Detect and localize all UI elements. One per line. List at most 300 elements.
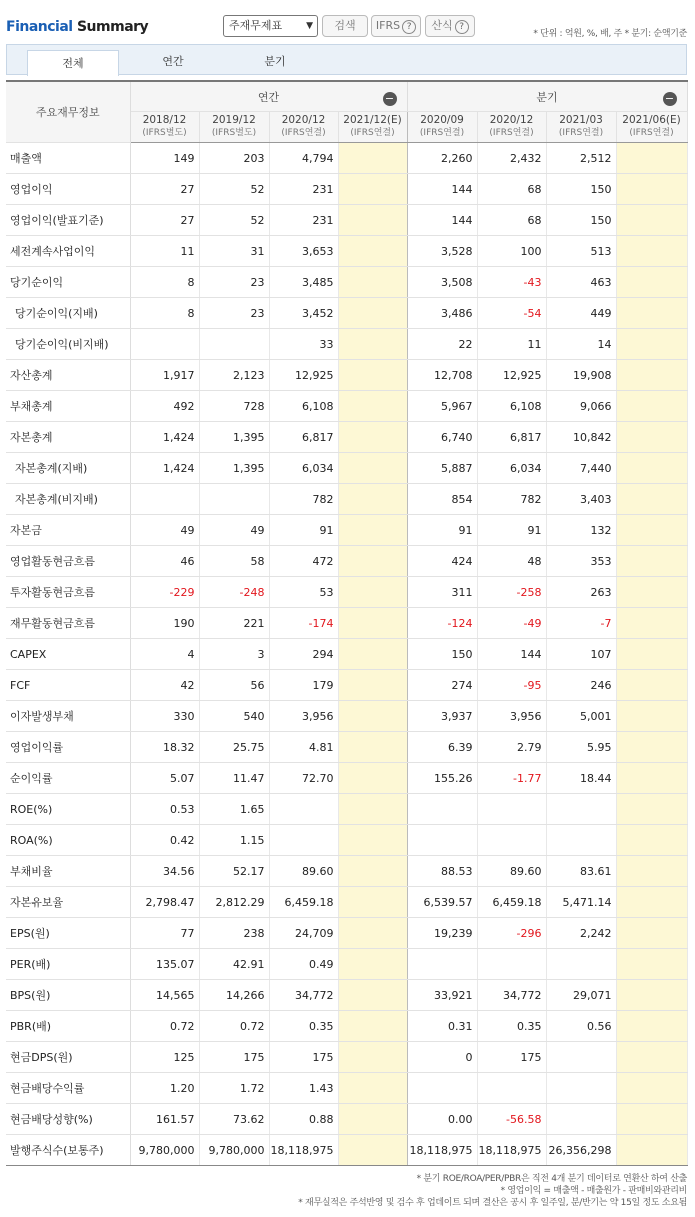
table-cell: [546, 1073, 616, 1104]
table-cell: 1,917: [130, 360, 199, 391]
table-cell: 56: [199, 670, 269, 701]
financial-table: [6, 80, 688, 1166]
table-cell: [616, 205, 687, 236]
column-period: 2019/12: [212, 114, 256, 126]
table-cell: 0.42: [130, 825, 199, 856]
table-cell: 4: [130, 639, 199, 670]
row-label: PER(배): [6, 949, 130, 980]
table-cell: 91: [407, 515, 477, 546]
table-cell: 1.65: [199, 794, 269, 825]
table-cell: 472: [269, 546, 338, 577]
table-cell: 149: [130, 143, 199, 174]
table-cell: [616, 887, 687, 918]
table-cell: 53: [269, 577, 338, 608]
table-cell: 424: [407, 546, 477, 577]
table-cell: 221: [199, 608, 269, 639]
table-row: [6, 484, 687, 515]
table-cell: 14: [546, 329, 616, 360]
table-cell: 150: [407, 639, 477, 670]
table-cell: [338, 608, 407, 639]
table-cell: 77: [130, 918, 199, 949]
table-cell: 854: [407, 484, 477, 515]
table-cell: [130, 329, 199, 360]
table-cell: [616, 267, 687, 298]
table-row: [6, 577, 687, 608]
table-cell: 0.31: [407, 1011, 477, 1042]
search-button[interactable]: 검색: [322, 15, 368, 37]
table-cell: [338, 267, 407, 298]
table-cell: 26,356,298: [546, 1135, 616, 1166]
table-cell: [477, 825, 546, 856]
footnote: * 영업이익 = 매출액 - 매출원가 - 판매비와관리비: [500, 1186, 687, 1196]
row-label: 자본유보율: [6, 887, 130, 918]
table-cell: [616, 143, 687, 174]
row-label: 자산총계: [6, 360, 130, 391]
table-cell: 3,485: [269, 267, 338, 298]
table-cell: 5.07: [130, 763, 199, 794]
row-label: 투자활동현금흐름: [6, 577, 130, 608]
table-cell: 782: [477, 484, 546, 515]
table-cell: -258: [477, 577, 546, 608]
table-cell: 190: [130, 608, 199, 639]
column-basis: (IFRS별도): [211, 128, 257, 138]
table-cell: [616, 1135, 687, 1166]
table-row: [6, 949, 687, 980]
table-cell: 150: [546, 205, 616, 236]
row-label: 영업활동현금흐름: [6, 546, 130, 577]
column-basis: (IFRS연결): [558, 128, 604, 138]
table-row: [6, 732, 687, 763]
table-cell: [338, 825, 407, 856]
table-row: [6, 515, 687, 546]
row-label: FCF: [6, 670, 130, 701]
column-header: [616, 112, 687, 143]
formula-button[interactable]: [425, 15, 475, 37]
table-cell: -248: [199, 577, 269, 608]
table-cell: 294: [269, 639, 338, 670]
table-cell: -49: [477, 608, 546, 639]
table-cell: 12,925: [477, 360, 546, 391]
table-row: [6, 825, 687, 856]
table-row: [6, 360, 687, 391]
table-cell: 89.60: [269, 856, 338, 887]
table-cell: 33,921: [407, 980, 477, 1011]
table-row: [6, 608, 687, 639]
table-cell: [616, 298, 687, 329]
row-label: 부채총계: [6, 391, 130, 422]
table-cell: 3,508: [407, 267, 477, 298]
table-cell: 5.95: [546, 732, 616, 763]
table-cell: 68: [477, 205, 546, 236]
table-cell: [338, 1042, 407, 1073]
table-cell: 1,424: [130, 422, 199, 453]
statement-select[interactable]: [223, 15, 318, 37]
row-label: 영업이익(발표기준): [6, 205, 130, 236]
table-cell: 6.39: [407, 732, 477, 763]
table-cell: [338, 856, 407, 887]
table-cell: 0.88: [269, 1104, 338, 1135]
table-cell: 330: [130, 701, 199, 732]
table-cell: -124: [407, 608, 477, 639]
table-cell: 3: [199, 639, 269, 670]
table-cell: 6,108: [269, 391, 338, 422]
table-cell: [338, 1135, 407, 1166]
table-cell: [338, 174, 407, 205]
table-cell: [338, 484, 407, 515]
table-cell: -229: [130, 577, 199, 608]
table-cell: 5,887: [407, 453, 477, 484]
row-label: 이자발생부채: [6, 701, 130, 732]
table-cell: [616, 856, 687, 887]
footnote: * 재무실적은 주석반영 및 검수 후 업데이트 되며 결산은 공시 후 일주일, 분/반기는 약 15일 정도 소요됨: [298, 1198, 687, 1208]
column-header: [199, 112, 269, 143]
table-cell: 135.07: [130, 949, 199, 980]
table-cell: 6,459.18: [477, 887, 546, 918]
table-cell: 2,123: [199, 360, 269, 391]
table-cell: [616, 701, 687, 732]
table-cell: [338, 639, 407, 670]
table-cell: 18,118,975: [407, 1135, 477, 1166]
table-cell: 3,937: [407, 701, 477, 732]
table-cell: 5,967: [407, 391, 477, 422]
table-cell: [338, 949, 407, 980]
table-row: [6, 794, 687, 825]
collapse-annual-icon[interactable]: −: [383, 92, 397, 106]
table-cell: -54: [477, 298, 546, 329]
table-cell: 782: [269, 484, 338, 515]
table-cell: 0.35: [269, 1011, 338, 1042]
table-cell: [338, 670, 407, 701]
row-label: 현금배당수익률: [6, 1073, 130, 1104]
table-cell: 449: [546, 298, 616, 329]
table-cell: 12,708: [407, 360, 477, 391]
row-label: 당기순이익(지배): [6, 298, 130, 329]
table-cell: [338, 701, 407, 732]
table-cell: 353: [546, 546, 616, 577]
table-cell: 31: [199, 236, 269, 267]
column-header: [407, 112, 477, 143]
table-cell: 89.60: [477, 856, 546, 887]
table-cell: 0.00: [407, 1104, 477, 1135]
table-cell: [616, 236, 687, 267]
statement-select-value: 주재무제표: [229, 19, 283, 32]
table-row: [6, 670, 687, 701]
table-cell: 72.70: [269, 763, 338, 794]
table-cell: 540: [199, 701, 269, 732]
table-cell: 9,066: [546, 391, 616, 422]
row-label: BPS(원): [6, 980, 130, 1011]
table-cell: 73.62: [199, 1104, 269, 1135]
table-cell: [338, 887, 407, 918]
table-cell: -296: [477, 918, 546, 949]
column-period: 2021/12(E): [343, 114, 402, 126]
table-cell: 3,452: [269, 298, 338, 329]
table-row: [6, 1104, 687, 1135]
table-cell: 27: [130, 174, 199, 205]
tab-annual[interactable]: 연간: [162, 55, 184, 68]
table-cell: 274: [407, 670, 477, 701]
table-cell: 492: [130, 391, 199, 422]
column-period: 2020/12: [281, 114, 326, 126]
table-cell: [338, 577, 407, 608]
table-cell: 58: [199, 546, 269, 577]
table-cell: [338, 1011, 407, 1042]
table-cell: 6,740: [407, 422, 477, 453]
table-cell: 2,798.47: [130, 887, 199, 918]
table-cell: -95: [477, 670, 546, 701]
table-cell: 1.72: [199, 1073, 269, 1104]
table-cell: 11.47: [199, 763, 269, 794]
table-cell: 68: [477, 174, 546, 205]
table-cell: 6,034: [477, 453, 546, 484]
table-cell: 3,653: [269, 236, 338, 267]
table-cell: 132: [546, 515, 616, 546]
table-cell: 91: [269, 515, 338, 546]
footnotes: [298, 1173, 687, 1209]
table-cell: 231: [269, 205, 338, 236]
table-cell: 150: [546, 174, 616, 205]
table-cell: 2,812.29: [199, 887, 269, 918]
table-cell: 100: [477, 236, 546, 267]
column-header: [338, 112, 407, 143]
table-cell: 175: [199, 1042, 269, 1073]
table-cell: 46: [130, 546, 199, 577]
table-cell: 263: [546, 577, 616, 608]
row-label: 당기순이익(비지배): [6, 329, 130, 360]
tab-bar: [6, 44, 687, 75]
row-label: 자본금: [6, 515, 130, 546]
table-cell: 6,817: [477, 422, 546, 453]
table-cell: [269, 794, 338, 825]
row-header: 주요재무정보: [6, 81, 130, 143]
table-cell: [338, 143, 407, 174]
table-cell: 2,260: [407, 143, 477, 174]
table-cell: 9,780,000: [130, 1135, 199, 1166]
table-cell: 25.75: [199, 732, 269, 763]
table-cell: 11: [477, 329, 546, 360]
table-cell: [407, 825, 477, 856]
table-cell: 2,242: [546, 918, 616, 949]
group-quarter-label: 분기: [536, 90, 558, 104]
table-cell: 1.20: [130, 1073, 199, 1104]
table-cell: 6,108: [477, 391, 546, 422]
table-cell: 463: [546, 267, 616, 298]
table-cell: [338, 546, 407, 577]
table-cell: -56.58: [477, 1104, 546, 1135]
table-cell: 513: [546, 236, 616, 267]
table-cell: 14,565: [130, 980, 199, 1011]
table-cell: [546, 794, 616, 825]
table-cell: [477, 949, 546, 980]
table-cell: [338, 515, 407, 546]
table-cell: 9,780,000: [199, 1135, 269, 1166]
table-cell: 107: [546, 639, 616, 670]
table-row: [6, 980, 687, 1011]
table-cell: 5,001: [546, 701, 616, 732]
table-cell: [616, 794, 687, 825]
table-cell: [616, 577, 687, 608]
tab-all[interactable]: 전체: [27, 50, 119, 76]
collapse-quarter-icon[interactable]: −: [663, 92, 677, 106]
table-cell: 34,772: [477, 980, 546, 1011]
table-cell: 27: [130, 205, 199, 236]
footnote: * 분기 ROE/ROA/PER/PBR은 직전 4개 분기 데이터로 연환산 하여 산출: [416, 1174, 687, 1184]
table-cell: 7,440: [546, 453, 616, 484]
table-cell: -43: [477, 267, 546, 298]
tab-quarter[interactable]: 분기: [264, 55, 286, 68]
table-cell: [338, 453, 407, 484]
table-cell: 42.91: [199, 949, 269, 980]
table-cell: 0.49: [269, 949, 338, 980]
table-cell: 203: [199, 143, 269, 174]
table-row: [6, 453, 687, 484]
table-cell: 1,395: [199, 453, 269, 484]
table-cell: 6,459.18: [269, 887, 338, 918]
row-label: 현금배당성향(%): [6, 1104, 130, 1135]
table-cell: 6,817: [269, 422, 338, 453]
table-cell: 161.57: [130, 1104, 199, 1135]
table-cell: 52: [199, 174, 269, 205]
table-cell: [338, 732, 407, 763]
row-label: 순이익률: [6, 763, 130, 794]
table-cell: 4,794: [269, 143, 338, 174]
column-period: 2020/12: [489, 114, 534, 126]
table-row: [6, 422, 687, 453]
table-cell: 2,432: [477, 143, 546, 174]
row-label: 영업이익률: [6, 732, 130, 763]
table-cell: [616, 980, 687, 1011]
table-cell: 83.61: [546, 856, 616, 887]
table-cell: 1.15: [199, 825, 269, 856]
table-row: [6, 1011, 687, 1042]
row-label: 재무활동현금흐름: [6, 608, 130, 639]
table-cell: 144: [407, 205, 477, 236]
table-cell: 10,842: [546, 422, 616, 453]
column-period: 2021/06(E): [622, 114, 681, 126]
title-main: Financial: [6, 19, 73, 35]
title-sub: Summary: [76, 19, 149, 35]
table-row: [6, 391, 687, 422]
table-cell: [546, 825, 616, 856]
table-row: [6, 298, 687, 329]
table-cell: [616, 422, 687, 453]
table-cell: [616, 391, 687, 422]
table-cell: 311: [407, 577, 477, 608]
table-cell: 18.44: [546, 763, 616, 794]
table-cell: [616, 515, 687, 546]
table-cell: 18.32: [130, 732, 199, 763]
table-cell: 231: [269, 174, 338, 205]
table-cell: [616, 732, 687, 763]
column-basis: (IFRS연결): [489, 128, 534, 138]
group-quarter: [407, 81, 687, 112]
table-cell: [616, 484, 687, 515]
row-label: CAPEX: [6, 639, 130, 670]
table-cell: [616, 1104, 687, 1135]
table-cell: 19,908: [546, 360, 616, 391]
table-cell: [616, 639, 687, 670]
table-row: [6, 701, 687, 732]
group-annual: [130, 81, 407, 112]
table-cell: [616, 453, 687, 484]
table-row: [6, 639, 687, 670]
table-cell: [407, 949, 477, 980]
table-cell: 33: [269, 329, 338, 360]
table-cell: [338, 205, 407, 236]
table-cell: [338, 980, 407, 1011]
table-cell: 2.79: [477, 732, 546, 763]
column-period: 2018/12: [142, 114, 187, 126]
table-cell: 23: [199, 298, 269, 329]
column-period: 2021/03: [559, 114, 603, 126]
table-row: [6, 856, 687, 887]
column-header: [477, 112, 546, 143]
table-cell: 4.81: [269, 732, 338, 763]
table-cell: [616, 1011, 687, 1042]
table-cell: [477, 794, 546, 825]
row-label: 당기순이익: [6, 267, 130, 298]
ifrs-button[interactable]: [371, 15, 421, 37]
table-cell: 88.53: [407, 856, 477, 887]
table-cell: 1.43: [269, 1073, 338, 1104]
column-basis: (IFRS연결): [350, 128, 395, 138]
table-cell: 1,395: [199, 422, 269, 453]
table-cell: 0.72: [199, 1011, 269, 1042]
row-label: ROA(%): [6, 825, 130, 856]
table-cell: 144: [477, 639, 546, 670]
table-cell: [407, 1073, 477, 1104]
table-cell: 18,118,975: [269, 1135, 338, 1166]
table-cell: [616, 1073, 687, 1104]
row-label: ROE(%): [6, 794, 130, 825]
table-row: [6, 267, 687, 298]
table-cell: [338, 422, 407, 453]
table-cell: 24,709: [269, 918, 338, 949]
table-cell: 3,956: [477, 701, 546, 732]
table-cell: [338, 391, 407, 422]
table-row: [6, 174, 687, 205]
table-cell: 34,772: [269, 980, 338, 1011]
table-cell: [338, 360, 407, 391]
table-row: [6, 546, 687, 577]
chevron-down-icon: ▼: [306, 21, 313, 31]
table-cell: 52: [199, 205, 269, 236]
row-label: 자본총계(비지배): [6, 484, 130, 515]
column-basis: (IFRS별도): [142, 128, 187, 138]
table-cell: [546, 1042, 616, 1073]
help-icon: ?: [455, 20, 469, 34]
table-cell: [616, 949, 687, 980]
table-cell: [130, 484, 199, 515]
table-cell: [338, 298, 407, 329]
column-header: [130, 112, 199, 143]
table-cell: 179: [269, 670, 338, 701]
table-row: [6, 1135, 687, 1166]
table-cell: 34.56: [130, 856, 199, 887]
table-cell: [616, 825, 687, 856]
table-cell: 238: [199, 918, 269, 949]
table-row: [6, 918, 687, 949]
table-cell: 6,034: [269, 453, 338, 484]
column-period: 2020/09: [420, 114, 464, 126]
table-cell: [616, 608, 687, 639]
table-cell: 8: [130, 267, 199, 298]
table-cell: 48: [477, 546, 546, 577]
table-cell: -7: [546, 608, 616, 639]
table-cell: [338, 918, 407, 949]
page-title: [6, 19, 148, 35]
table-cell: 49: [130, 515, 199, 546]
